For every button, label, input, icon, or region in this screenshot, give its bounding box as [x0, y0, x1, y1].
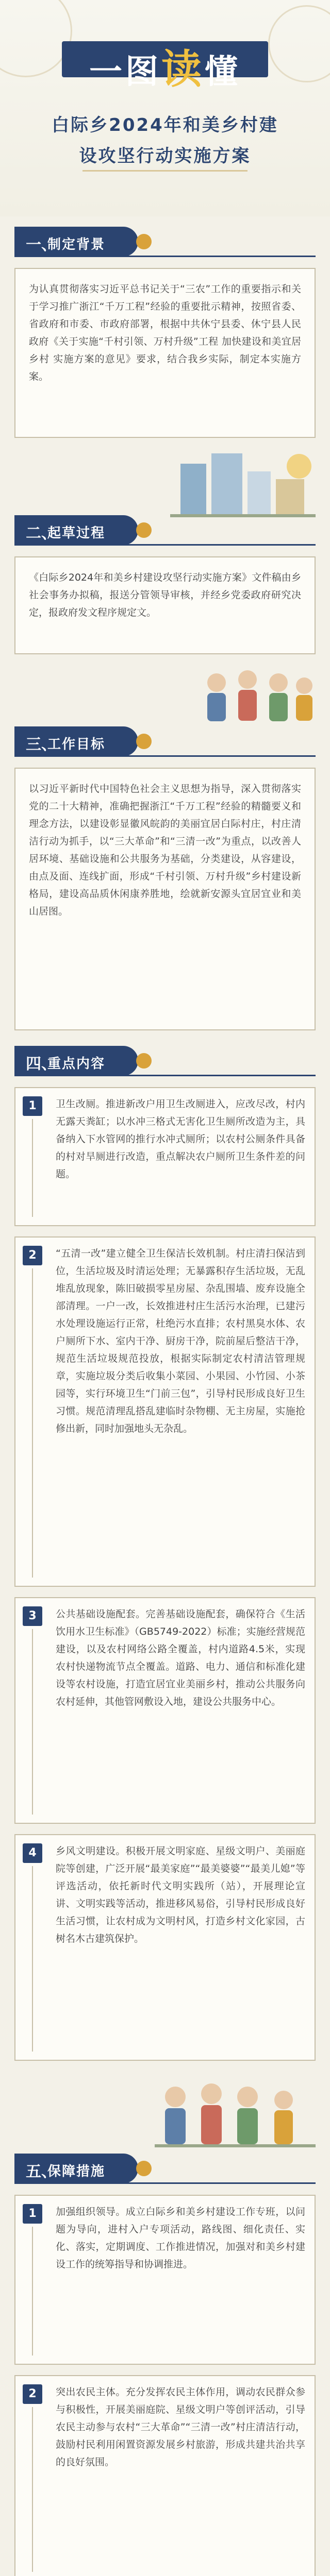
deco-circle — [268, 5, 330, 82]
page-title-line1: 白际乡2024年和美乡村建 — [52, 115, 278, 135]
item-number-badge: 4 — [23, 1843, 42, 1863]
item-rule — [32, 1268, 33, 1578]
section-header-goals — [0, 726, 330, 757]
deco-circle — [0, 0, 72, 77]
item-rule — [32, 1119, 33, 1217]
key-item — [14, 1236, 316, 1587]
banner-text: 一图读懂 — [89, 46, 241, 93]
item-text: “五清一改”建立健全卫生保洁长效机制。村庄清扫保洁到位，生活垃圾及时清运处理；无暴露积存生活垃圾，无乱堆乱放现象，陈旧破损零星房屋、杂乱围墙、废弃设施全部清理。一户一改，长效推进村庄生活污水治理，已建污水处理设施运行正常，杜绝污水直排；农村黑臭水体、农户厕所下水、室内干净、厨房干净，院前屋后整洁干净，规范生活垃圾规范投放，根据实际制定农村清洁管理规章，实施垃圾分类后收集小菜园、小果园、小竹园、小茶园等，实行环境卫生“门前三包”，引导村民形成良好卫生习惯。规范清理乱搭乱建临时杂物棚、无主房屋，实施抢修出新，同时加强地头无杂乱。 — [56, 1248, 305, 1434]
item-number-badge: 3 — [23, 1606, 42, 1626]
drafting-text: 《白际乡2024年和美乡村建设攻坚行动实施方案》文件稿由乡社会事务办拟稿，报送分管领导审核，并经乡党委政府研究决定，报政府发文程序规定文。 — [29, 572, 301, 618]
section-number: 二、 — [26, 524, 57, 543]
item-number-badge: 2 — [23, 1246, 42, 1265]
background-paragraph-box — [14, 268, 316, 438]
villagers-illustration — [155, 2071, 316, 2154]
section-title: 保障措施 — [47, 2164, 106, 2179]
item-rule — [32, 2407, 33, 2572]
section-header-drafting — [0, 515, 330, 546]
people-meeting-illustration — [196, 662, 316, 729]
drafting-paragraph-box — [14, 556, 316, 654]
goal-text: 以习近平新时代中国特色社会主义思想为指导，深入贯彻落实党的二十大精神，准确把握浙江“千万工程”经验的精髓要义和理念方法，以建设彰显徽风皖韵的美丽宜居白际村庄，村庄清洁行动为抓手，以“三大革命”和“三清一改”为重点，以改善人居环境、基础设施和公共服务为基础，分类建设，从容建设，由点及面、连线扩面，形成“千村引领、万村升级”乡村建设新格局，建设高品质休闲康养胜地，绘就新安源头宜居宜业和美山居图。 — [29, 783, 301, 917]
section-header-key-content — [0, 1046, 330, 1077]
item-rule — [32, 2227, 33, 2355]
section-divider — [14, 544, 316, 546]
key-item — [14, 1087, 316, 1226]
item-text: 公共基础设施配套。完善基础设施配套，确保符合《生活饮用水卫生标准》（GB5749-2022）标准；实施经营规范建设，以及农村网络公路全覆盖，村内道路4.5米，实现农村快递物流节点全覆盖。道路、电力、通信和标准化建设等农村设施，打造宜居宜业美丽乡村，推动公共服务向农村延伸，其他管网敷设入地，建设公共服务中心。 — [56, 1608, 305, 1707]
section-header-background — [0, 227, 330, 258]
section-number: 四、 — [26, 1055, 57, 1073]
key-item — [14, 1834, 316, 2061]
measure-item — [14, 2375, 316, 2576]
title-underline — [82, 170, 248, 172]
section-title: 重点内容 — [47, 1056, 106, 1072]
section-title: 工作目标 — [47, 737, 106, 752]
section-number: 五、 — [26, 2163, 57, 2181]
item-number-badge: 1 — [23, 2204, 42, 2224]
section-number: 一、 — [26, 236, 57, 254]
section-divider — [14, 256, 316, 257]
goal-paragraph-box — [14, 768, 316, 1030]
section-divider — [14, 755, 316, 757]
page-header — [0, 0, 330, 216]
section-divider — [14, 2182, 316, 2184]
measure-item — [14, 2195, 316, 2365]
item-text: 加强组织领导。成立白际乡和美乡村建设工作专班，以问题为导向，进村入户专项活动，路线图、细化责任、实化、落实，定期调度、工作推进情况，加强对和美乡村建设工作的统筹指导和协调推进。 — [56, 2206, 305, 2270]
section-title: 制定背景 — [47, 237, 106, 252]
section-header-measures — [0, 2154, 330, 2184]
item-number-badge: 2 — [23, 2384, 42, 2404]
item-text: 卫生改厕。推进新改户用卫生改厕进入，应改尽改，村内无露天粪缸；以水冲三格式无害化卫生厕所改造为主，具备纳入下水管网的推行水冲式厕所；以农村公厕条件具备的村对旱厕进行改造，重点解决农户厕所卫生条件差的问题。 — [56, 1098, 305, 1180]
item-rule — [32, 1866, 33, 2052]
section-divider — [14, 1075, 316, 1076]
item-rule — [32, 1629, 33, 1815]
section-number: 三、 — [26, 736, 57, 754]
key-item — [14, 1597, 316, 1824]
section-title: 起草过程 — [47, 526, 106, 541]
item-text: 乡风文明建设。积极开展文明家庭、星级文明户、美丽庭院等创建，广泛开展“最美家庭”“最美婆婆”“最美儿媳”等评选活动，依托新时代文明实践所（站），开展理论宣讲、文明实践等活动，推进移风易俗，引导村民形成良好生活习惯，让农村成为文明村风，打造乡村文化家园，古树名木古建筑保护。 — [56, 1845, 305, 1944]
background-text: 为认真贯彻落实习近平总书记关于“三农”工作的重要指示和关于学习推广浙江“千万工程”经验的重要批示精神，按照省委、省政府和市委、市政府部署，根据中共休宁县委、休宁县人民政府《关于实施“千村引领、万村升级”工程 加快建设和美宜居乡村 实施方案的意见》要求，结合我乡实际，制定本实施方案。 — [29, 283, 301, 382]
title-banner — [62, 26, 268, 93]
item-number-badge: 1 — [23, 1096, 42, 1116]
item-text: 突出农民主体。充分发挥农民主体作用，调动农民群众参与积极性，开展美丽庭院、星级文明户等创评活动，引导农民主动参与农村“三大革命”“三清一改”村庄清洁行动，鼓励村民利用闲置资源发展乡村旅游，形成共建共治共享的良好氛围。 — [56, 2386, 305, 2468]
page-title-line2: 设攻坚行动实施方案 — [79, 146, 251, 166]
village-buildings-illustration — [170, 443, 316, 520]
